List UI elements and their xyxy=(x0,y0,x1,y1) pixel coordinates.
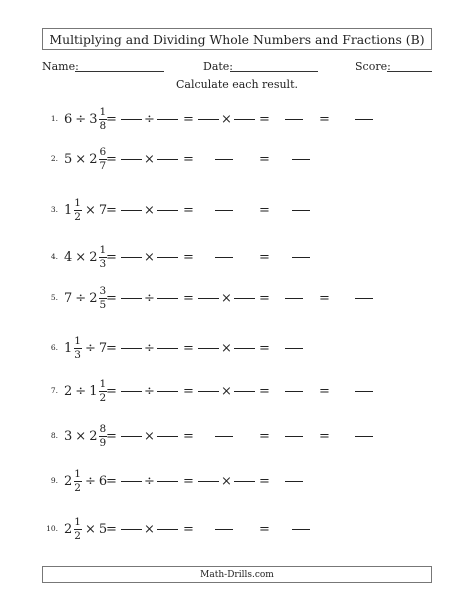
problem-expression xyxy=(64,509,107,549)
answer-blank[interactable] xyxy=(198,391,219,392)
problem-row xyxy=(0,416,474,456)
eq-symbol: = xyxy=(106,473,117,489)
answer-blank[interactable] xyxy=(121,159,142,160)
problem-expression xyxy=(64,278,107,318)
answer-blank[interactable] xyxy=(285,298,303,299)
operator-symbol: × xyxy=(75,428,87,444)
problem-row xyxy=(0,139,474,179)
answer-blank[interactable] xyxy=(198,481,219,482)
mixed-number xyxy=(89,107,107,132)
worksheet-title: Multiplying and Dividing Whole Numbers and Fractions (B) xyxy=(42,28,432,50)
eq-symbol: = xyxy=(259,111,270,127)
problem-number: 8. xyxy=(50,431,58,440)
mixed-number xyxy=(89,424,107,449)
mixed-number xyxy=(89,245,107,270)
eq-symbol: = xyxy=(183,151,194,167)
problem-row xyxy=(0,509,474,549)
fraction-numerator: 8 xyxy=(99,422,107,435)
answer-blank[interactable] xyxy=(355,436,373,437)
fraction-denominator: 2 xyxy=(74,529,81,542)
eq-symbol: = xyxy=(259,340,270,356)
footer-credit: Math-Drills.com xyxy=(42,566,432,583)
div-symbol: ÷ xyxy=(144,340,155,356)
problem-number: 4. xyxy=(50,252,58,261)
eq-symbol: = xyxy=(183,111,194,127)
eq-symbol: = xyxy=(183,249,194,265)
answer-blank[interactable] xyxy=(355,298,373,299)
whole-number: 2 xyxy=(64,383,73,399)
operator-symbol: × xyxy=(84,202,96,218)
mixed-whole: 3 xyxy=(89,111,98,127)
fraction xyxy=(73,198,82,223)
fraction-denominator: 3 xyxy=(74,348,81,361)
answer-blank[interactable] xyxy=(355,119,373,120)
mixed-number xyxy=(89,379,107,404)
problem-number: 9. xyxy=(50,476,58,485)
problem-number: 5. xyxy=(50,293,58,302)
answer-blank[interactable] xyxy=(121,210,142,211)
times-symbol: × xyxy=(144,151,155,167)
operator-symbol: ÷ xyxy=(75,290,87,306)
answer-blank[interactable] xyxy=(157,436,178,437)
mixed-whole: 2 xyxy=(89,151,98,167)
date-label: Date: xyxy=(203,60,234,73)
div-symbol: ÷ xyxy=(144,111,155,127)
answer-blank[interactable] xyxy=(215,529,233,530)
eq-symbol: = xyxy=(259,428,270,444)
whole-number: 4 xyxy=(64,249,73,265)
answer-blank[interactable] xyxy=(157,159,178,160)
answer-blank[interactable] xyxy=(215,210,233,211)
times-symbol: × xyxy=(144,249,155,265)
eq-symbol: = xyxy=(259,290,270,306)
problem-expression xyxy=(64,190,107,230)
answer-blank[interactable] xyxy=(285,119,303,120)
answer-blank[interactable] xyxy=(157,348,178,349)
fraction-numerator: 3 xyxy=(99,284,107,297)
problem-expression xyxy=(64,461,107,501)
eq-symbol: = xyxy=(259,521,270,537)
fraction-numerator: 1 xyxy=(99,243,107,256)
eq-symbol: = xyxy=(183,340,194,356)
problem-number: 1. xyxy=(50,114,58,123)
div-symbol: ÷ xyxy=(144,290,155,306)
answer-blank[interactable] xyxy=(157,257,178,258)
answer-blank[interactable] xyxy=(355,391,373,392)
answer-blank[interactable] xyxy=(285,481,303,482)
div-symbol: ÷ xyxy=(144,473,155,489)
times-symbol: × xyxy=(144,428,155,444)
answer-blank[interactable] xyxy=(234,348,255,349)
operator-symbol: ÷ xyxy=(75,111,87,127)
whole-number: 5 xyxy=(64,151,73,167)
operator-symbol: × xyxy=(75,151,87,167)
name-label: Name: xyxy=(42,60,79,73)
problem-expression xyxy=(64,237,107,277)
answer-blank[interactable] xyxy=(121,119,142,120)
name-line[interactable] xyxy=(75,71,164,72)
answer-blank[interactable] xyxy=(157,119,178,120)
fraction-numerator: 6 xyxy=(99,145,107,158)
problem-number: 10. xyxy=(46,524,58,533)
eq-symbol: = xyxy=(259,151,270,167)
answer-blank[interactable] xyxy=(157,210,178,211)
fraction xyxy=(73,336,82,361)
whole-number: 6 xyxy=(64,111,73,127)
fraction-denominator: 5 xyxy=(99,298,107,311)
eq-symbol: = xyxy=(106,202,117,218)
mixed-number xyxy=(64,517,82,542)
fraction-numerator: 1 xyxy=(99,377,107,390)
answer-blank[interactable] xyxy=(234,481,255,482)
mixed-whole: 2 xyxy=(64,521,73,537)
answer-blank[interactable] xyxy=(157,481,178,482)
times-symbol: × xyxy=(221,473,232,489)
mixed-number xyxy=(64,198,82,223)
score-line[interactable] xyxy=(387,71,432,72)
whole-number: 7 xyxy=(98,202,108,218)
answer-blank[interactable] xyxy=(198,119,219,120)
instructions: Calculate each result. xyxy=(176,78,298,91)
answer-blank[interactable] xyxy=(285,391,303,392)
fraction-denominator: 7 xyxy=(99,159,107,172)
answer-blank[interactable] xyxy=(234,119,255,120)
eq-symbol: = xyxy=(106,111,117,127)
mixed-whole: 2 xyxy=(89,428,98,444)
times-symbol: × xyxy=(221,111,232,127)
problem-number: 6. xyxy=(50,343,58,352)
eq-symbol: = xyxy=(106,290,117,306)
eq-symbol: = xyxy=(183,473,194,489)
answer-blank[interactable] xyxy=(292,159,310,160)
answer-blank[interactable] xyxy=(292,529,310,530)
eq-symbol: = xyxy=(259,473,270,489)
problem-row xyxy=(0,237,474,277)
problem-number: 3. xyxy=(50,205,58,214)
answer-blank[interactable] xyxy=(215,159,233,160)
eq-symbol: = xyxy=(183,383,194,399)
fraction-denominator: 9 xyxy=(99,436,107,449)
eq-symbol: = xyxy=(106,521,117,537)
mixed-whole: 1 xyxy=(89,383,98,399)
whole-number: 7 xyxy=(98,340,108,356)
eq-symbol: = xyxy=(106,249,117,265)
eq-symbol: = xyxy=(319,428,330,444)
answer-blank[interactable] xyxy=(198,298,219,299)
times-symbol: × xyxy=(221,340,232,356)
answer-blank[interactable] xyxy=(215,436,233,437)
eq-symbol: = xyxy=(183,202,194,218)
eq-symbol: = xyxy=(319,383,330,399)
whole-number: 6 xyxy=(98,473,108,489)
mixed-whole: 2 xyxy=(64,473,73,489)
mixed-number xyxy=(89,286,107,311)
eq-symbol: = xyxy=(319,290,330,306)
eq-symbol: = xyxy=(106,151,117,167)
answer-blank[interactable] xyxy=(121,481,142,482)
operator-symbol: × xyxy=(84,521,96,537)
times-symbol: × xyxy=(221,290,232,306)
problem-number: 7. xyxy=(50,386,58,395)
mixed-whole: 1 xyxy=(64,340,73,356)
answer-blank[interactable] xyxy=(234,298,255,299)
operator-symbol: ÷ xyxy=(84,473,96,489)
answer-blank[interactable] xyxy=(292,257,310,258)
answer-blank[interactable] xyxy=(121,391,142,392)
problem-row xyxy=(0,99,474,139)
eq-symbol: = xyxy=(106,383,117,399)
eq-symbol: = xyxy=(259,383,270,399)
fraction-numerator: 1 xyxy=(74,467,81,480)
eq-symbol: = xyxy=(106,340,117,356)
times-symbol: × xyxy=(144,202,155,218)
answer-blank[interactable] xyxy=(121,436,142,437)
answer-blank[interactable] xyxy=(121,257,142,258)
problem-expression xyxy=(64,328,107,368)
answer-blank[interactable] xyxy=(285,348,303,349)
problem-expression xyxy=(64,139,107,179)
whole-number: 5 xyxy=(98,521,108,537)
answer-blank[interactable] xyxy=(215,257,233,258)
answer-blank[interactable] xyxy=(121,529,142,530)
problem-row xyxy=(0,461,474,501)
problem-row xyxy=(0,278,474,318)
eq-symbol: = xyxy=(183,290,194,306)
times-symbol: × xyxy=(221,383,232,399)
fraction-numerator: 1 xyxy=(99,105,107,118)
eq-symbol: = xyxy=(259,249,270,265)
problem-expression xyxy=(64,99,107,139)
mixed-whole: 1 xyxy=(64,202,73,218)
fraction-numerator: 1 xyxy=(74,196,81,209)
answer-blank[interactable] xyxy=(157,391,178,392)
answer-blank[interactable] xyxy=(121,348,142,349)
fraction xyxy=(73,517,82,542)
fraction xyxy=(73,469,82,494)
eq-symbol: = xyxy=(319,111,330,127)
problem-number: 2. xyxy=(50,154,58,163)
answer-blank[interactable] xyxy=(198,348,219,349)
mixed-number xyxy=(64,469,82,494)
fraction-denominator: 2 xyxy=(74,210,81,223)
answer-blank[interactable] xyxy=(157,298,178,299)
eq-symbol: = xyxy=(183,521,194,537)
date-line[interactable] xyxy=(230,71,318,72)
mixed-number xyxy=(89,147,107,172)
problem-expression xyxy=(64,371,107,411)
operator-symbol: ÷ xyxy=(84,340,96,356)
eq-symbol: = xyxy=(259,202,270,218)
problem-row xyxy=(0,328,474,368)
operator-symbol: ÷ xyxy=(75,383,87,399)
whole-number: 3 xyxy=(64,428,73,444)
answer-blank[interactable] xyxy=(285,436,303,437)
div-symbol: ÷ xyxy=(144,383,155,399)
fraction-denominator: 8 xyxy=(99,119,107,132)
fraction-numerator: 1 xyxy=(74,334,81,347)
answer-blank[interactable] xyxy=(157,529,178,530)
times-symbol: × xyxy=(144,521,155,537)
operator-symbol: × xyxy=(75,249,87,265)
mixed-number xyxy=(64,336,82,361)
problem-expression xyxy=(64,416,107,456)
eq-symbol: = xyxy=(106,428,117,444)
answer-blank[interactable] xyxy=(121,298,142,299)
problem-row xyxy=(0,190,474,230)
fraction-denominator: 3 xyxy=(99,257,107,270)
eq-symbol: = xyxy=(183,428,194,444)
fraction-numerator: 1 xyxy=(74,515,81,528)
fraction-denominator: 2 xyxy=(74,481,81,494)
answer-blank[interactable] xyxy=(292,210,310,211)
fraction-denominator: 2 xyxy=(99,391,107,404)
mixed-whole: 2 xyxy=(89,249,98,265)
mixed-whole: 2 xyxy=(89,290,98,306)
score-label: Score: xyxy=(355,60,391,73)
answer-blank[interactable] xyxy=(234,391,255,392)
problem-row xyxy=(0,371,474,411)
whole-number: 7 xyxy=(64,290,73,306)
